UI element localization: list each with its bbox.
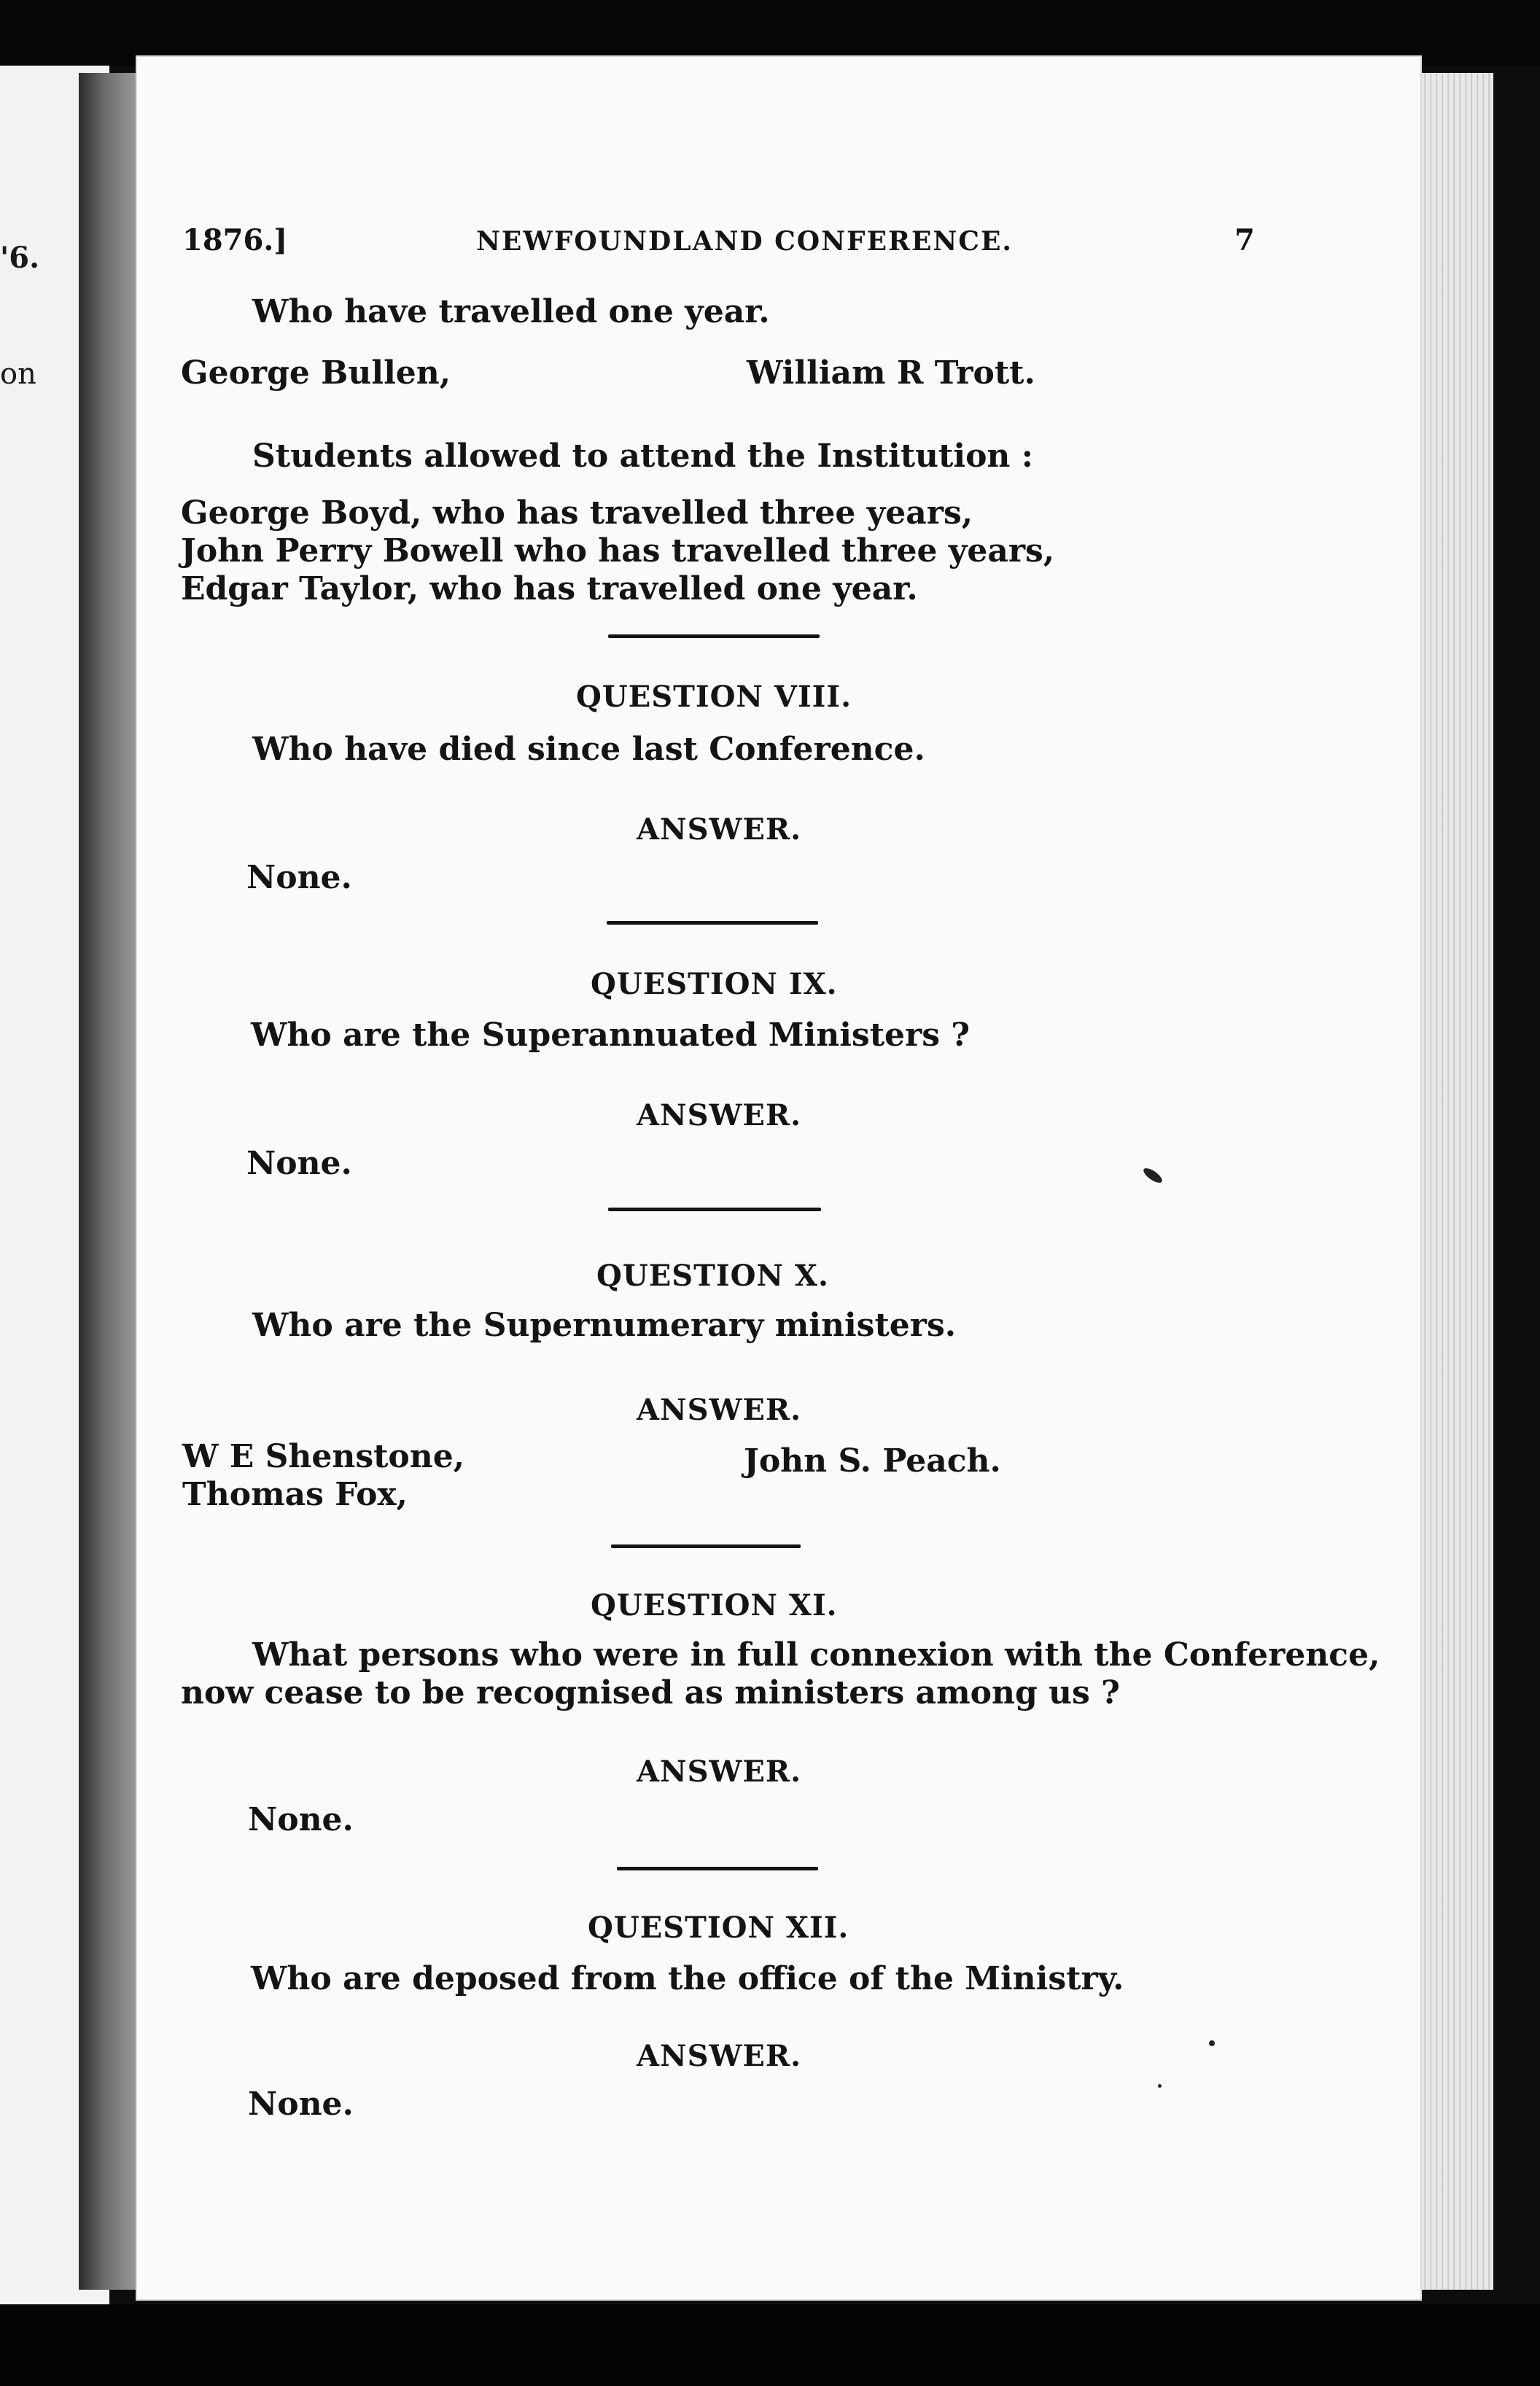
answer-text: None. <box>246 859 352 896</box>
question-heading: QUESTION IX. <box>591 967 838 1001</box>
answer-label: ANSWER. <box>637 1393 802 1427</box>
scan-speck <box>1158 2084 1162 2088</box>
minister-name: George Bullen, <box>181 354 451 392</box>
question-text: Who are deposed from the office of the Ministry. <box>251 1960 1124 1997</box>
answer-label: ANSWER. <box>637 812 802 847</box>
book-page <box>137 57 1420 2299</box>
question-heading: QUESTION XI. <box>591 1588 838 1623</box>
scan-border-top <box>0 0 1540 66</box>
question-heading: QUESTION X. <box>596 1259 829 1293</box>
answer-label: ANSWER. <box>637 1098 802 1132</box>
minister-name: John S. Peach. <box>744 1442 1001 1480</box>
answer-text: None. <box>248 2086 354 2123</box>
travelled-one-year-heading: Who have travelled one year. <box>252 293 770 330</box>
question-text: Who have died since last Conference. <box>252 731 925 768</box>
question-text: Who are the Superannuated Ministers ? <box>251 1017 971 1054</box>
section-divider <box>617 1867 818 1870</box>
question-text: Who are the Supernumerary ministers. <box>252 1307 957 1344</box>
question-text: now cease to be recognised as ministers among us ? <box>181 1674 1120 1711</box>
book-gutter-shadow <box>79 73 137 2290</box>
scan-speck <box>1141 1165 1164 1185</box>
scan-border-bottom <box>0 2304 1540 2386</box>
page-stack-edges <box>1420 73 1493 2290</box>
question-heading: QUESTION XII. <box>588 1911 849 1945</box>
section-divider <box>608 1208 821 1211</box>
student-line: Edgar Taylor, who has travelled one year. <box>181 570 918 607</box>
running-head-year: 1876.] <box>182 223 288 257</box>
answer-label: ANSWER. <box>637 1754 802 1789</box>
previous-page-fragment: '6. <box>0 241 40 275</box>
answer-label: ANSWER. <box>637 2039 802 2073</box>
question-text: What persons who were in full connexion with the Conference, <box>252 1636 1380 1674</box>
minister-name: William R Trott. <box>747 354 1035 392</box>
question-heading: QUESTION VIII. <box>576 680 852 714</box>
minister-name: Thomas Fox, <box>182 1476 408 1513</box>
minister-name: W E Shenstone, <box>182 1438 465 1475</box>
answer-text: None. <box>248 1801 354 1838</box>
running-head-title: NEWFOUNDLAND CONFERENCE. <box>476 226 1013 257</box>
section-divider <box>608 634 820 638</box>
student-line: George Boyd, who has travelled three years, <box>181 494 973 532</box>
section-divider <box>611 1544 801 1548</box>
previous-page-fragment: on <box>0 357 36 391</box>
student-line: John Perry Bowell who has travelled three years, <box>181 532 1055 570</box>
students-heading: Students allowed to attend the Institution : <box>252 438 1033 475</box>
answer-text: None. <box>246 1145 352 1182</box>
section-divider <box>607 921 818 925</box>
scan-speck <box>1209 2040 1215 2046</box>
page-number: 7 <box>1234 223 1255 257</box>
